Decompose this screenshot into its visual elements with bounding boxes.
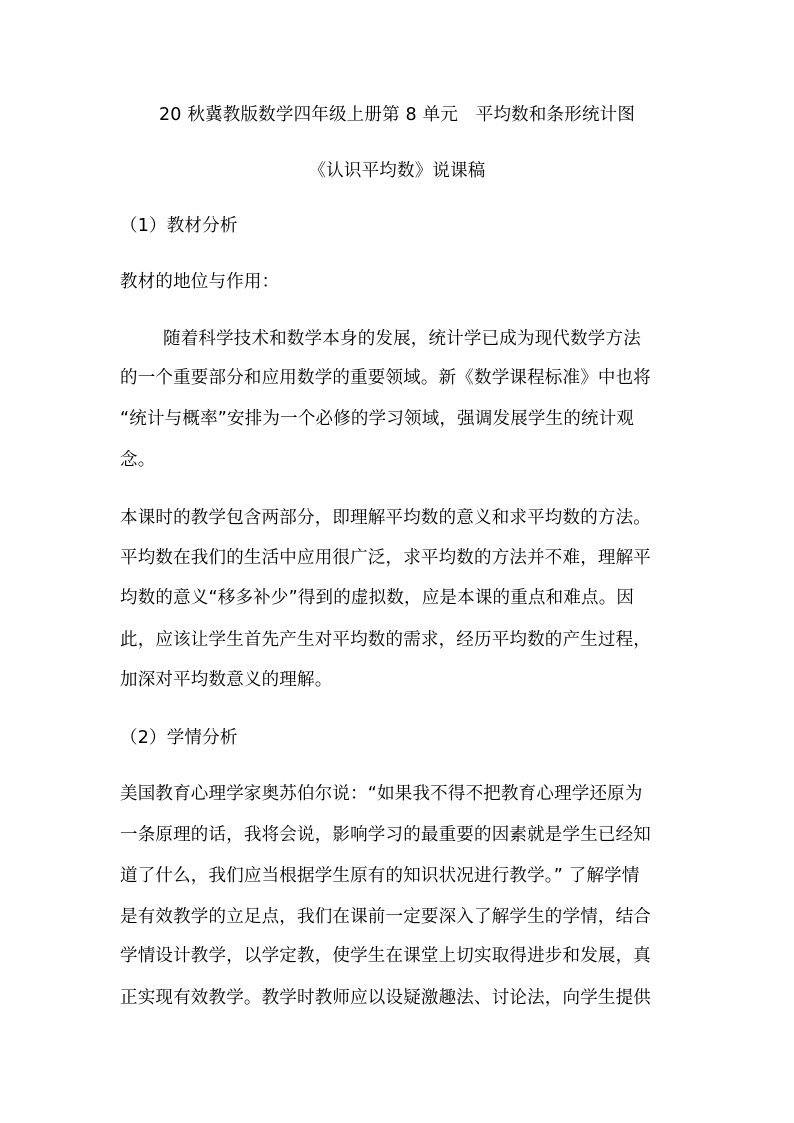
- paragraph-line: 美国教育心理学家奥苏伯尔说：“如果我不得不把教育心理学还原为: [120, 784, 643, 804]
- paragraph-line: 念。: [120, 450, 156, 470]
- section-heading-textbook-analysis: （1）教材分析: [120, 216, 238, 236]
- paragraph-line: 是有效教学的立足点，我们在课前一定要深入了解学生的学情，结合: [120, 907, 651, 927]
- paragraph-line: 加深对平均数意义的理解。: [120, 670, 333, 690]
- paragraph-line: “统计与概率”安排为一个必修的学习领域，强调发展学生的统计观: [120, 409, 635, 429]
- paragraph-line: 学情设计教学，以学定教，使学生在课堂上切实取得进步和发展，真: [120, 946, 651, 966]
- paragraph-line: 本课时的教学包含两部分，即理解平均数的意义和求平均数的方法。: [120, 508, 651, 528]
- document-title: 20 秋冀教版数学四年级上册第 8 单元 平均数和条形统计图: [158, 105, 636, 125]
- paragraph-line: 平均数在我们的生活中应用很广泛，求平均数的方法并不难，理解平: [120, 548, 651, 568]
- document-subtitle: 《认识平均数》说课稿: [308, 161, 486, 181]
- paragraph-line: 正实现有效教学。教学时教师应以设疑激趣法、讨论法，向学生提供: [120, 988, 651, 1008]
- paragraph-line: 的一个重要部分和应用数学的重要领域。新《数学课程标准》中也将: [120, 368, 651, 388]
- paragraph-line: 此，应该让学生首先产生对平均数的需求，经历平均数的产生过程，: [120, 630, 651, 650]
- section-heading-learner-analysis: （2）学情分析: [120, 728, 238, 748]
- paragraph-line: 道了什么，我们应当根据学生原有的知识状况进行教学。” 了解学情: [120, 866, 640, 886]
- paragraph-line: 一条原理的话，我将会说，影响学习的最重要的因素就是学生已经知: [120, 825, 651, 845]
- section-subheading-role: 教材的地位与作用：: [120, 272, 280, 292]
- paragraph-line: 随着科学技术和数学本身的发展，统计学已成为现代数学方法: [163, 329, 641, 349]
- paragraph-line: 均数的意义“移多补少”得到的虚拟数，应是本课的重点和难点。因: [120, 588, 635, 608]
